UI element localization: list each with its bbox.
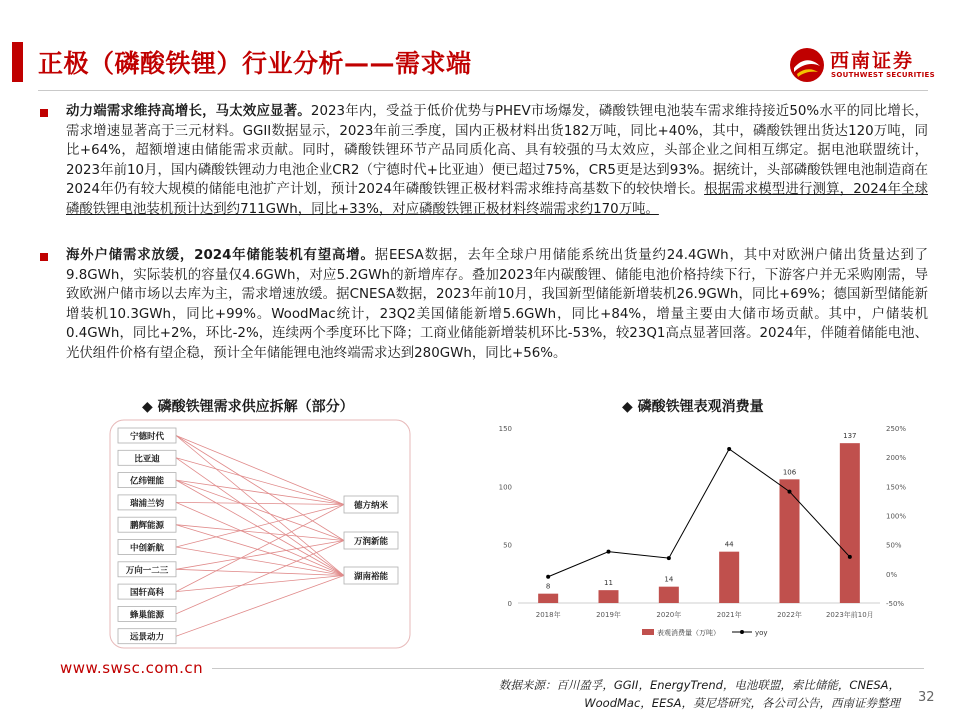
x-tick-label: 2023年前10月 (825, 611, 874, 619)
legend-line-marker (740, 630, 744, 634)
diagram-right-node: 万润新能 (353, 537, 389, 547)
yoy-point (788, 490, 792, 494)
yoy-point (546, 575, 550, 579)
page-number: 32 (918, 690, 935, 705)
source-line-2: WoodMac，EESA，莫尼塔研究，各公司公告，西南证券整理 (584, 696, 900, 710)
bar (840, 443, 860, 603)
diagram-left-node: 亿纬锂能 (129, 476, 165, 487)
diagram-right-node: 德方纳米 (353, 501, 389, 511)
diagram-left-node: 万向一二三 (125, 565, 169, 576)
x-tick-label: 2022年 (777, 611, 802, 619)
bar (780, 479, 800, 603)
right-axis-tick: 50% (886, 541, 902, 550)
yoy-point (607, 550, 611, 554)
footer-url[interactable]: www.swsc.com.cn (60, 659, 204, 677)
yoy-point (667, 556, 671, 560)
chart-title: ◆ 磷酸铁锂表观消费量 (622, 399, 764, 415)
legend-line-label: yoy (755, 629, 768, 637)
diagram-left-node: 蜂巢能源 (129, 610, 165, 621)
diagram-left-node: 比亚迪 (134, 454, 160, 465)
x-tick-label: 2018年 (535, 611, 561, 619)
diagram-left-node: 国轩高科 (129, 588, 165, 599)
bar-label: 11 (604, 579, 613, 588)
diagram-left-node: 中创新航 (129, 543, 165, 554)
yoy-line (548, 449, 850, 577)
right-axis-tick: 0% (886, 570, 898, 579)
right-axis-tick: 150% (886, 483, 907, 492)
left-axis-tick: 0 (507, 600, 512, 608)
left-axis-tick: 50 (503, 541, 512, 550)
yoy-point (727, 447, 731, 451)
legend-bar-swatch (642, 629, 654, 635)
bar-label: 8 (545, 582, 551, 591)
yoy-point (848, 555, 852, 559)
paragraph-lead: 动力端需求维持高增长，马太效应显著。 (66, 104, 311, 119)
bar-label: 137 (843, 432, 857, 441)
right-axis-tick: 200% (886, 454, 907, 463)
right-axis-tick: 100% (886, 512, 907, 521)
page-title: 正极（磷酸铁锂）行业分析——需求端 (38, 49, 472, 78)
bar-label: 106 (782, 468, 797, 477)
x-tick-label: 2021年 (716, 611, 742, 619)
paragraph-underlined: 根据需求模型进行测算，2024年全球磷酸铁锂电池装机预计达到约711GWh，同比+33%，对应磷酸铁锂正极材料终端需求约170万吨。 (66, 182, 928, 217)
left-axis-tick: 100 (498, 483, 512, 492)
left-axis-tick: 150 (498, 425, 512, 433)
x-tick-label: 2020年 (656, 611, 682, 619)
diagram-left-node: 鹏辉能源 (129, 521, 165, 532)
diagram-title: ◆ 磷酸铁锂需求供应拆解（部分） (142, 399, 354, 415)
bar-label: 44 (724, 540, 734, 549)
right-axis-tick: -50% (886, 600, 905, 608)
bar (719, 552, 739, 603)
right-axis-tick: 250% (886, 425, 907, 433)
diagram-left-node: 远景动力 (129, 632, 165, 643)
logo-english-name: SOUTHWEST SECURITIES (831, 71, 935, 79)
source-line-1: 数据来源：百川盈孚，GGII，EnergyTrend，电池联盟，索比储能，CNESA， (498, 678, 900, 692)
paragraph-lead: 海外户储需求放缓，2024年储能装机有望高增。 (66, 248, 375, 263)
bar-label: 14 (664, 575, 674, 584)
diagram-right-node: 湖南裕能 (353, 572, 389, 582)
paragraph-body: 2023年内，受益于低价优势与PHEV市场爆发，磷酸铁锂电池装车需求维持接近50%水平的同比增长，需求增速显著高于三元材料。GGII数据显示，2023年前三季度，国内正极材料出货182万吨，同比+40%，其中，磷酸铁锂出货达120万吨，同比+64%，超额增速由储能需求贡献。同时，磷酸铁锂环节产品同质化高、具有较强的马太效应，头部企业之间相互绑定。据电池联盟统计，2023年前10月，国内磷酸铁锂动力电池企业CR2（宁德时代+比亚迪）便已超过75%，CR5更是达到93%。据统计，头部磷酸铁锂电池制造商在2024年仍有较大规模的储能电池扩产计划，预计2024年磷酸铁锂正极材料需求维持高基数下的较快增长。 (66, 104, 929, 198)
bar (538, 594, 558, 603)
bar (599, 590, 619, 603)
paragraph-body: 据EESA数据，去年全球户用储能系统出货量约24.4GWh，其中对欧洲户储出货量达到了9.8GWh，实际装机的容量仅4.6GWh，对应5.2GWh的新增库存。叠加2023年内碳酸锂、储能电池价格持续下行，下游客户并无采购刚需，导致欧洲户储市场以去库为主，需求增速放缓。据CNESA数据，2023年前10月，我国新型储能新增装机26.9GWh，同比+69%；德国新型储能新增装机10.3GWh，同比+99%。WoodMac统计，23Q2美国储能新增5.6GWh，同比+84%，增量主要由大储市场贡献。其中，户储装机0.4GWh，同比+2%，环比-2%，连续两个季度环比下降；工商业储能新增装机环比-53%，较23Q1高点显著回落。2024年，伴随着储能电池、光伏组件价格有望企稳，预计全年储能锂电池终端需求达到280GWh，同比+56%。 (66, 248, 928, 361)
logo-chinese-name: 西南证券 (830, 50, 915, 72)
footer-divider (212, 668, 924, 669)
legend-bar-label: 表观消费量（万吨） (657, 629, 720, 637)
bar (659, 587, 679, 603)
diagram-left-node: 宁德时代 (129, 432, 165, 442)
diagram-left-node: 瑞浦兰钧 (129, 498, 165, 509)
x-tick-label: 2019年 (596, 611, 621, 619)
